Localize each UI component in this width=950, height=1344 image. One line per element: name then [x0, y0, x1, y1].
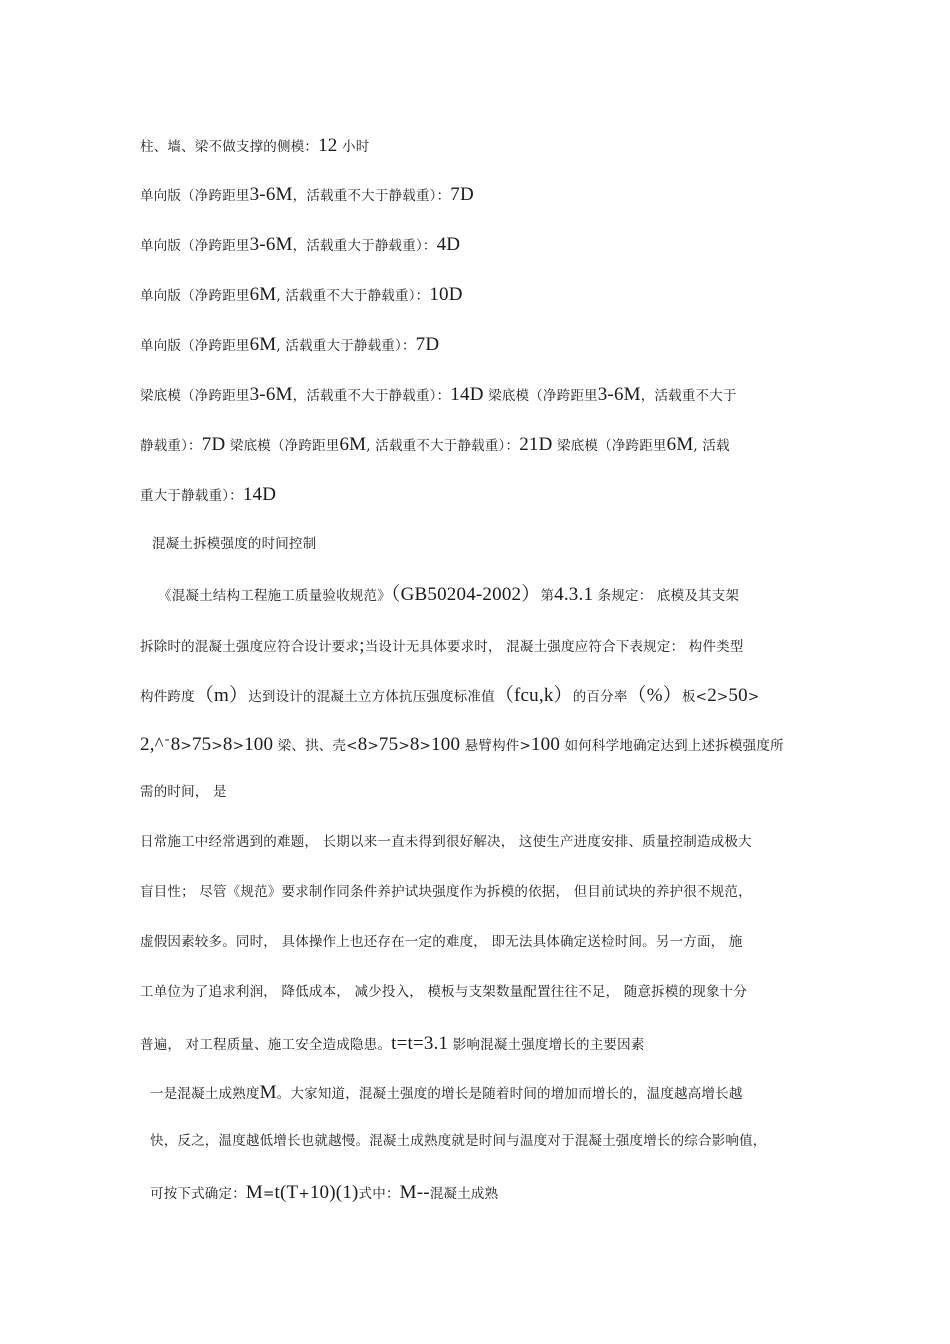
text-run-latin: 14D	[450, 384, 484, 405]
text-run: 静载重）：	[140, 438, 202, 454]
text-run: 单向版（净跨距里	[140, 188, 250, 204]
text-run: ˉ	[163, 738, 171, 754]
text-run-latin: 8	[409, 734, 420, 755]
text-run: ，活载重大于静载重）：	[292, 238, 437, 254]
text-run: 虚假因素较多。同时， 具体操作上也还存在一定的难度， 即无法具体确定送检时间。另一方面， 施	[140, 934, 743, 950]
text-run: 梁、拱、壳<	[273, 738, 358, 754]
text-run: 混凝土拆模强度的时间控制	[152, 536, 317, 552]
text-run-latin: 7D	[201, 434, 226, 455]
paragraph-one-way-slab-2	[140, 235, 460, 254]
text-run: 日常施工中经常遇到的难题， 长期以来一直未得到很好解决， 这使生产进度安排、质量控制造成极大	[140, 834, 752, 850]
paragraph-standard-1	[158, 585, 739, 604]
text-run-latin: 8	[222, 734, 233, 755]
text-run: , 活载重大于静载重）：	[276, 338, 416, 354]
text-run: 梁底模（净跨距里	[483, 388, 598, 404]
text-run: 达到设计的混凝土立方体抗压强度标准值	[248, 689, 495, 705]
text-run: >	[232, 738, 245, 754]
paragraph-one-way-slab-4	[140, 335, 439, 354]
text-run-latin: 21D	[519, 434, 553, 455]
paragraph-standard-5	[140, 786, 227, 800]
paragraph-standard-2	[140, 636, 744, 655]
paragraph-standard-4	[140, 735, 784, 754]
text-run-latin: 7D	[450, 184, 474, 205]
text-run: 盲目性； 尽管《规范》要求制作同条件养护试块强度作为拆模的依据， 但目前试块的养护很不规范，	[140, 884, 752, 900]
text-run-latin: 100	[530, 734, 561, 755]
text-run: 需的时间， 是	[140, 784, 227, 800]
text-run: 工单位为了追求利润， 降低成本， 减少投入， 模板与支架数量配置往往不足， 随意拆模的现象十分	[140, 984, 748, 1000]
text-run: 柱、墙、梁不做支撑的侧模：	[140, 139, 319, 155]
text-run-latin: 75	[378, 734, 399, 755]
text-run-latin: 75	[191, 734, 212, 755]
text-run-latin: 100	[244, 734, 274, 755]
text-run-latin: ;	[359, 635, 365, 656]
text-run: 条规定： 底模及其支架	[593, 588, 740, 604]
text-run: >	[367, 738, 379, 754]
text-run: , 活载重不大于静载重）：	[276, 288, 430, 304]
text-run-latin: 6M	[249, 284, 277, 305]
text-run: 单向版（净跨距里	[140, 288, 250, 304]
paragraph-standard-3	[140, 686, 759, 705]
text-run-latin: 50	[728, 685, 748, 706]
text-run: 梁底模（净跨距里	[552, 438, 667, 454]
text-run-latin: 3-6M	[249, 384, 293, 405]
text-run: 拆除时的混凝土强度应符合设计要求	[140, 639, 360, 655]
text-run: 混凝土成熟	[429, 1186, 499, 1202]
text-run-latin: （m）	[194, 685, 249, 706]
text-run: ，活载重不大于静载重）：	[292, 188, 451, 204]
text-run: 。大家知道，混凝土强度的增长是随着时间的增加而增长的，温度越高增长越	[276, 1086, 743, 1102]
text-run: 如何科学地确定达到上述拆模强度所	[560, 738, 784, 754]
text-run: 单向版（净跨距里	[140, 238, 250, 254]
text-run-latin: M--	[399, 1182, 430, 1203]
paragraph-maturity-2	[150, 1135, 767, 1149]
text-run: 小时	[337, 139, 370, 155]
text-run-latin: 10D	[429, 284, 463, 305]
text-run-latin: （%）	[627, 685, 682, 706]
text-run: >	[211, 738, 223, 754]
text-run-latin: 6M	[249, 334, 277, 355]
text-run: 板<	[681, 689, 708, 705]
text-run-latin: 3-6M	[249, 184, 293, 205]
paragraph-one-way-slab-3	[140, 285, 463, 304]
text-run: ，活载重不大于	[640, 388, 737, 404]
text-run: 快，反之，温度越低增长也就越慢。混凝土成熟度就是时间与温度对于混凝土强度增长的综合影响值，	[150, 1133, 767, 1149]
paragraph-problem-3	[140, 936, 743, 950]
text-run-latin: 6M	[666, 434, 694, 455]
text-run: =	[263, 1186, 275, 1202]
text-run: 一是混凝土成熟度	[150, 1086, 260, 1102]
paragraph-beam-bottom-3	[140, 485, 276, 504]
text-run-latin: 7D	[415, 334, 440, 355]
text-run: , 活载重不大于静载重）：	[366, 438, 520, 454]
text-run: 第	[540, 588, 555, 604]
paragraph-problem-1	[140, 836, 752, 850]
text-run-latin: M	[259, 1082, 277, 1103]
text-run: 构件跨度	[140, 689, 195, 705]
text-run-latin: （GB50204-2002）	[390, 584, 541, 605]
text-run: >	[716, 689, 729, 705]
text-run-latin: 10)(1)	[309, 1182, 359, 1203]
text-run-latin: 8	[170, 734, 181, 755]
text-run: 影响混凝土强度增长的主要因素	[448, 1037, 645, 1053]
text-run-latin: 8	[357, 734, 368, 755]
text-run: 悬臂构件>	[460, 738, 531, 754]
text-run: 当设计无具体要求时， 混凝土强度应符合下表规定： 构件类型	[364, 639, 744, 655]
paragraph-one-way-slab-1	[140, 185, 474, 204]
text-run: 的百分率	[572, 689, 628, 705]
text-run: 梁底模（净跨距里	[225, 438, 340, 454]
paragraph-side-formwork	[140, 136, 369, 155]
text-run: 重大于静载重）：	[140, 488, 243, 504]
paragraph-maturity-1	[150, 1083, 743, 1102]
text-run: >	[398, 738, 410, 754]
text-run-latin: 4.3.1	[554, 584, 594, 605]
text-run-latin: t(T	[274, 1182, 299, 1203]
text-run-latin: M	[245, 1182, 264, 1203]
text-run-latin: 2,^	[140, 734, 164, 755]
text-run-latin: t=t=3.1	[391, 1033, 449, 1054]
paragraph-problem-4	[140, 986, 747, 1000]
text-run-latin: （fcu,k）	[494, 685, 573, 706]
text-run-latin: 3-6M	[597, 384, 641, 405]
text-run: 梁底模（净跨距里	[140, 388, 250, 404]
text-run: 式中：	[358, 1186, 400, 1202]
text-run-latin: 12	[318, 135, 338, 156]
text-run-latin: 6M	[339, 434, 367, 455]
paragraph-maturity-3	[150, 1183, 498, 1202]
text-run: 《混凝土结构工程施工质量验收规范》	[158, 588, 391, 604]
text-run-latin: 3-6M	[249, 234, 293, 255]
text-run-latin: 14D	[242, 484, 277, 505]
text-run: >	[180, 738, 192, 754]
paragraph-problem-5	[140, 1034, 645, 1053]
text-run: +	[298, 1186, 310, 1202]
text-run: , 活载	[693, 438, 730, 454]
paragraph-beam-bottom-2	[140, 435, 730, 454]
text-run: 可按下式确定：	[150, 1186, 246, 1202]
section-heading	[152, 538, 316, 552]
paragraph-problem-2	[140, 886, 752, 900]
text-run-latin: 2	[707, 685, 717, 706]
paragraph-beam-bottom-1	[140, 385, 737, 404]
text-run-latin: 100	[431, 734, 461, 755]
text-run: 单向版（净跨距里	[140, 338, 250, 354]
text-run: ，活载重不大于静载重）：	[292, 388, 451, 404]
text-run: >	[747, 689, 760, 705]
text-run: >	[419, 738, 432, 754]
text-run: 普遍， 对工程质量、施工安全造成隐患。	[140, 1037, 392, 1053]
text-run-latin: 4D	[436, 234, 461, 255]
